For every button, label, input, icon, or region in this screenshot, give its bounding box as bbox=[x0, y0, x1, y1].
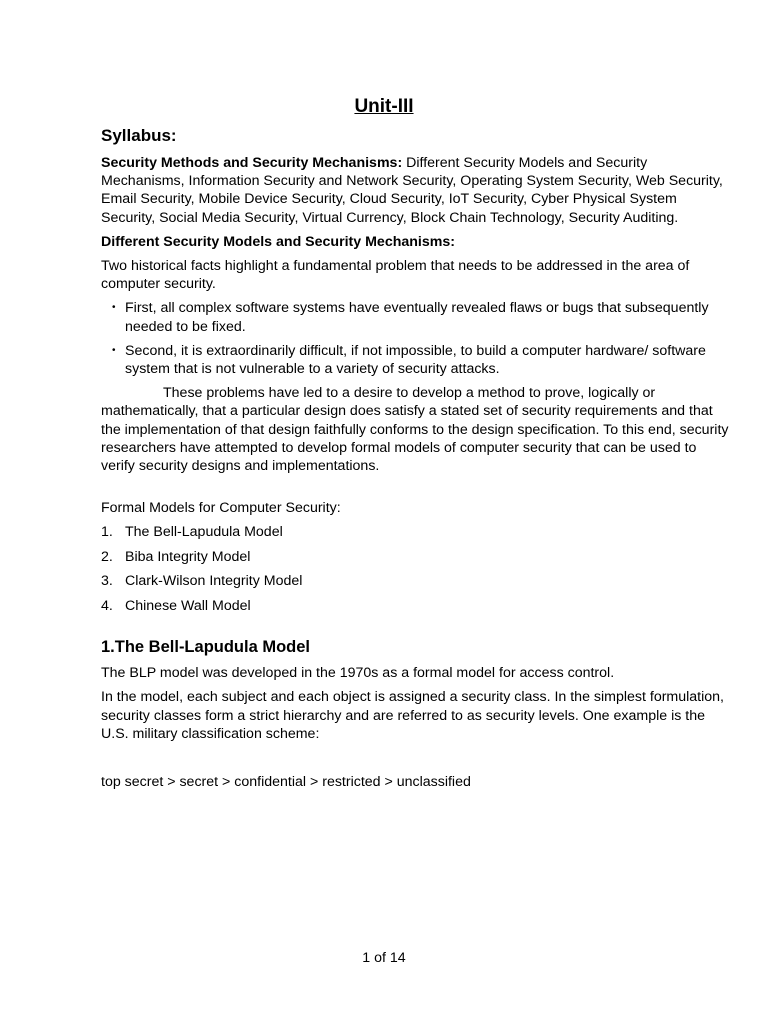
list-item-text: The Bell-Lapudula Model bbox=[125, 524, 283, 541]
syllabus-paragraph bbox=[101, 154, 731, 227]
list-item bbox=[101, 523, 731, 541]
list-item-text: Chinese Wall Model bbox=[125, 597, 251, 614]
blp-paragraph-1: The BLP model was developed in the 1970s as a formal model for access control. bbox=[101, 665, 615, 682]
list-item-text: Clark-Wilson Integrity Model bbox=[125, 573, 303, 590]
bullet-icon: • bbox=[112, 344, 116, 356]
list-item-text: First, all complex software systems have eventually revealed flaws or bugs that subsequently needed to be fixed. bbox=[125, 300, 709, 335]
list-number: 4. bbox=[101, 597, 113, 614]
list-item bbox=[101, 342, 731, 378]
classification-example: top secret > secret > confidential > restricted > unclassified bbox=[101, 773, 471, 790]
list-item bbox=[101, 548, 731, 566]
syllabus-lead-text: Different Security Models and Security Mechanisms, Information Security and Network Security, Operating System Security, Web Security, Email Security, Mobile Device Security, Cloud Security, IoT Security, Cyber Physical System Security, Social Media Security, Virtual Currency, Block Chain Technology, Security Auditing. bbox=[101, 155, 723, 226]
models-intro-paragraph: Two historical facts highlight a fundamental problem that needs to be addressed in the area of computer security. bbox=[101, 258, 690, 293]
unit-title: Unit-III bbox=[354, 96, 414, 117]
formal-models-list bbox=[101, 523, 731, 615]
list-item-text: Biba Integrity Model bbox=[125, 548, 251, 565]
syllabus-heading: Syllabus: bbox=[101, 126, 177, 145]
list-item bbox=[101, 597, 731, 615]
list-number: 2. bbox=[101, 548, 113, 565]
list-number: 3. bbox=[101, 573, 113, 590]
blp-paragraph-2: In the model, each subject and each object is assigned a security class. In the simplest formulation, security classes form a strict hierarchy and are referred to as security levels. One example is the U.S. military classification scheme: bbox=[101, 689, 725, 742]
page-number: 1 of 14 bbox=[362, 950, 406, 966]
list-item bbox=[101, 572, 731, 590]
formal-models-intro: Formal Models for Computer Security: bbox=[101, 500, 341, 517]
bullet-icon: • bbox=[112, 302, 116, 314]
list-number: 1. bbox=[101, 524, 113, 541]
historical-facts-list bbox=[101, 299, 731, 378]
syllabus-lead-bold: Security Methods and Security Mechanisms: bbox=[101, 155, 403, 171]
list-item bbox=[101, 299, 731, 335]
page-content bbox=[101, 125, 731, 791]
models-section-heading: Different Security Models and Security Mechanisms: bbox=[101, 233, 455, 250]
blp-section-heading: 1.The Bell-Lapudula Model bbox=[101, 638, 311, 657]
list-item-text: Second, it is extraordinarily difficult, if not impossible, to build a computer hardware/ software system that is not vulnerable to a variety of security attacks. bbox=[125, 342, 706, 378]
formal-verification-paragraph: These problems have led to a desire to develop a method to prove, logically or mathematically, that a particular design does satisfy a stated set of security requirements and that the implementation of that design faithfully conforms to the design specification. To this end, security researchers have attempted to develop formal models of computer security that can be used to verify security designs and implementations. bbox=[101, 385, 729, 475]
